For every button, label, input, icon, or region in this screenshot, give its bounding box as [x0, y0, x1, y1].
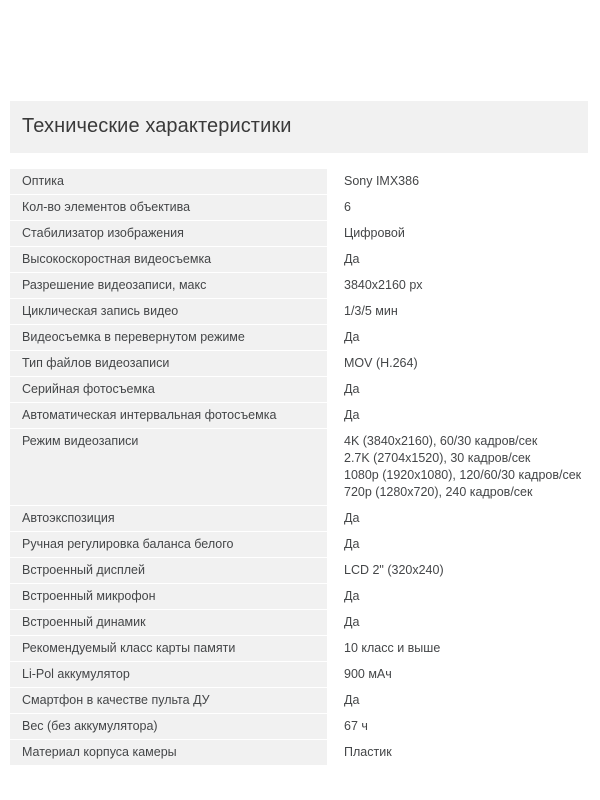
spec-value — [332, 194, 588, 220]
spec-value — [332, 557, 588, 583]
spec-value-line: Да — [344, 251, 360, 266]
spec-value — [332, 350, 588, 376]
spec-value-line: 6 — [344, 199, 351, 214]
table-row — [10, 376, 588, 402]
table-row — [10, 428, 588, 505]
spec-value-line: Да — [344, 407, 360, 422]
spec-value-line: Цифровой — [344, 225, 405, 240]
spec-value-line: Да — [344, 692, 360, 707]
spec-value — [332, 713, 588, 739]
spec-value — [332, 220, 588, 246]
spec-label: Автоэкспозиция — [10, 505, 332, 531]
table-row — [10, 687, 588, 713]
spec-value-line: Пластик — [344, 744, 392, 759]
spec-value-line: 4K (3840x2160), 60/30 кадров/сек — [344, 433, 538, 448]
spec-label: Разрешение видеозаписи, макс — [10, 272, 332, 298]
spec-value — [332, 298, 588, 324]
spec-label: Оптика — [10, 168, 332, 195]
spec-label: Высокоскоростная видеосъемка — [10, 246, 332, 272]
spec-value-line: Да — [344, 614, 360, 629]
spec-value — [332, 428, 588, 505]
spec-label: Смартфон в качестве пульта ДУ — [10, 687, 332, 713]
table-row — [10, 350, 588, 376]
table-row — [10, 168, 588, 195]
spec-value — [332, 376, 588, 402]
specifications-table-body — [10, 168, 588, 765]
table-row — [10, 505, 588, 531]
table-row — [10, 635, 588, 661]
table-row — [10, 661, 588, 687]
table-row — [10, 531, 588, 557]
spec-value — [332, 635, 588, 661]
table-row — [10, 272, 588, 298]
spec-value — [332, 609, 588, 635]
spec-value-line: Sony IMX386 — [344, 173, 420, 188]
spec-value-line: Да — [344, 510, 360, 525]
spec-label: Видеосъемка в перевернутом режиме — [10, 324, 332, 350]
spec-value — [332, 531, 588, 557]
specifications-card — [10, 88, 588, 765]
table-row — [10, 609, 588, 635]
spec-value — [332, 402, 588, 428]
spec-value — [332, 168, 588, 195]
spec-label: Встроенный динамик — [10, 609, 332, 635]
table-row — [10, 194, 588, 220]
table-row — [10, 402, 588, 428]
spec-value-line: 10 класс и выше — [344, 640, 441, 655]
spec-value-line: 900 мАч — [344, 666, 392, 681]
table-row — [10, 557, 588, 583]
spec-label: Циклическая запись видео — [10, 298, 332, 324]
spec-label: Li-Pol аккумулятор — [10, 661, 332, 687]
spec-label: Ручная регулировка баланса белого — [10, 531, 332, 557]
spec-label: Рекомендуемый класс карты памяти — [10, 635, 332, 661]
spec-value — [332, 324, 588, 350]
spec-label: Автоматическая интервальная фотосъемка — [10, 402, 332, 428]
spec-label: Стабилизатор изображения — [10, 220, 332, 246]
spec-value-line: 2.7K (2704x1520), 30 кадров/сек — [344, 450, 531, 465]
spec-value-line: MOV (H.264) — [344, 355, 418, 370]
table-row — [10, 220, 588, 246]
spec-value-line: Да — [344, 588, 360, 603]
spec-value-line: Да — [344, 329, 360, 344]
table-row — [10, 246, 588, 272]
spec-value — [332, 583, 588, 609]
spec-value-line: 1080p (1920x1080), 120/60/30 кадров/сек — [344, 467, 582, 482]
spec-value-line: LCD 2" (320x240) — [344, 562, 444, 577]
spec-value-line: Да — [344, 381, 360, 396]
specifications-table — [10, 167, 588, 765]
table-row — [10, 298, 588, 324]
spec-value — [332, 246, 588, 272]
table-row — [10, 324, 588, 350]
spec-label: Материал корпуса камеры — [10, 739, 332, 765]
spec-value-line: Да — [344, 536, 360, 551]
spec-label: Вес (без аккумулятора) — [10, 713, 332, 739]
spec-value-line: 1/3/5 мин — [344, 303, 398, 318]
spec-value-line: 3840x2160 px — [344, 277, 423, 292]
spec-value — [332, 505, 588, 531]
spec-value — [332, 272, 588, 298]
spec-label: Встроенный дисплей — [10, 557, 332, 583]
spec-label: Режим видеозаписи — [10, 428, 332, 505]
spec-label: Серийная фотосъемка — [10, 376, 332, 402]
spec-value-line: 720p (1280x720), 240 кадров/сек — [344, 484, 533, 499]
spec-value-line: 67 ч — [344, 718, 368, 733]
spec-value — [332, 687, 588, 713]
spec-label: Тип файлов видеозаписи — [10, 350, 332, 376]
spec-label: Встроенный микрофон — [10, 583, 332, 609]
table-row — [10, 713, 588, 739]
spec-value — [332, 739, 588, 765]
table-row — [10, 583, 588, 609]
table-row — [10, 739, 588, 765]
spec-value — [332, 661, 588, 687]
spec-label: Кол-во элементов объектива — [10, 194, 332, 220]
page-title: Технические характеристики — [10, 101, 588, 153]
